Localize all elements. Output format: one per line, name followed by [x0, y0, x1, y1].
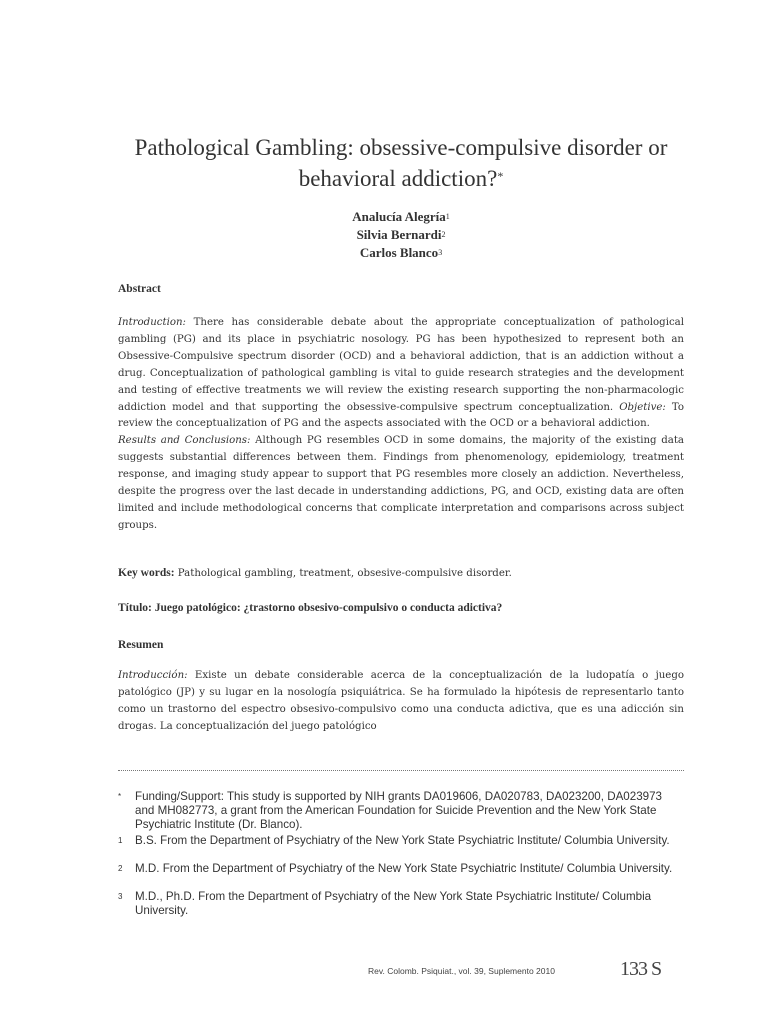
footnote-mark: 1: [118, 836, 123, 845]
title-text: Pathological Gambling: obsessive-compulsive disorder or behavioral addiction?: [134, 135, 668, 191]
resumen-body: [118, 668, 684, 736]
resumen-heading: Resumen: [118, 639, 164, 651]
keywords: [118, 567, 684, 579]
resumen-intro-label: Introducción:: [118, 670, 188, 681]
abstract-intro-text: There has considerable debate about the appropriate conceptualization of pathological gambling (PG) and its place in psychiatric nosology. PG has been hypothesized to represent both an Obsessive-Compulsive spectrum disorder (OCD) and a behavioral addiction, that is an addiction without a drug. Conceptualization of pathological gambling is vital to guide research strategies and the development and testing of effective treatments we will review the existing research supporting the non-pharmacologic addiction model and that supporting the obsessive-compulsive spectrum conceptualization.: [118, 317, 684, 413]
footnote-mark: 2: [118, 864, 123, 873]
author-name: Carlos Blanco: [359, 245, 439, 260]
author-name: Analucía Alegría: [352, 209, 446, 224]
footnote: [118, 890, 684, 918]
author: [118, 226, 684, 244]
abstract-heading: Abstract: [118, 283, 161, 295]
author-name: Silvia Bernardi: [356, 227, 442, 242]
author: [118, 244, 684, 262]
footnote: [118, 834, 684, 848]
author-affiliation-mark: 3: [438, 248, 443, 257]
footnote-divider: [118, 770, 684, 771]
abstract-body: [118, 315, 684, 535]
footnote-mark: *: [118, 792, 122, 801]
abstract-intro-label: Introduction:: [118, 317, 186, 328]
article-title: [118, 132, 684, 194]
abstract-results-text: Although PG resembles OCD in some domains, the majority of the existing data suggests substantial differences between them. Findings from phenomenology, epidemiology, treatment response, and imaging study appear to support that PG resembles more closely an addiction. Nevertheless, despite the progress over the last decade in understanding addictions, PG, and OCD, existing data are often limited and include methodological concerns that complicate interpretation and comparisons across subject groups.: [118, 435, 684, 531]
keywords-text: Pathological gambling, treatment, obsesive-compulsive disorder.: [174, 568, 512, 579]
resumen-intro-text: Existe un debate considerable acerca de la conceptualización de la ludopatía o juego patológico (JP) y su lugar en la nosología psiquiátrica. Se ha formulado la hipótesis de representarlo tanto como un trastorno del espectro obsesivo-compulsivo como una conducta adictiva, que es una adicción sin drogas. La conceptualización del juego patológico: [118, 670, 684, 732]
page-number: 133 S: [620, 958, 662, 980]
footnote: [118, 862, 684, 876]
journal-citation: Rev. Colomb. Psiquiat., vol. 39, Suplemento 2010: [368, 966, 555, 976]
footnote: [118, 790, 684, 833]
keywords-label: Key words:: [118, 567, 175, 579]
author: [118, 208, 684, 226]
abstract-objective-label: Objetive:: [619, 401, 666, 413]
title-footnote-mark: *: [497, 169, 504, 183]
footnote-text: M.D., Ph.D. From the Department of Psychiatry of the New York State Psychiatric Institute/ Columbia University.: [135, 890, 652, 918]
author-list: [118, 208, 684, 262]
abstract-objective-text: To review the conceptualization of PG and the aspects associated with the OCD or a behavioral addiction.: [118, 401, 684, 430]
author-affiliation-mark: 1: [445, 212, 450, 221]
author-affiliation-mark: 2: [441, 230, 446, 239]
footnote-text: Funding/Support: This study is supported by NIH grants DA019606, DA020783, DA023200, DA023973 and MH082773, a grant from the American Foundation for Suicide Prevention and the New York State Psychiatric Institute (Dr. Blanco).: [135, 790, 662, 832]
footnote-text: B.S. From the Department of Psychiatry of the New York State Psychiatric Institute/ Columbia University.: [135, 834, 670, 847]
footnote-text: M.D. From the Department of Psychiatry of the New York State Psychiatric Institute/ Columbia University.: [135, 862, 673, 875]
spanish-title: Título: Juego patológico: ¿trastorno obsesivo-compulsivo o conducta adictiva?: [118, 602, 503, 614]
footnote-mark: 3: [118, 892, 123, 901]
abstract-results-label: Results and Conclusions:: [118, 435, 251, 447]
